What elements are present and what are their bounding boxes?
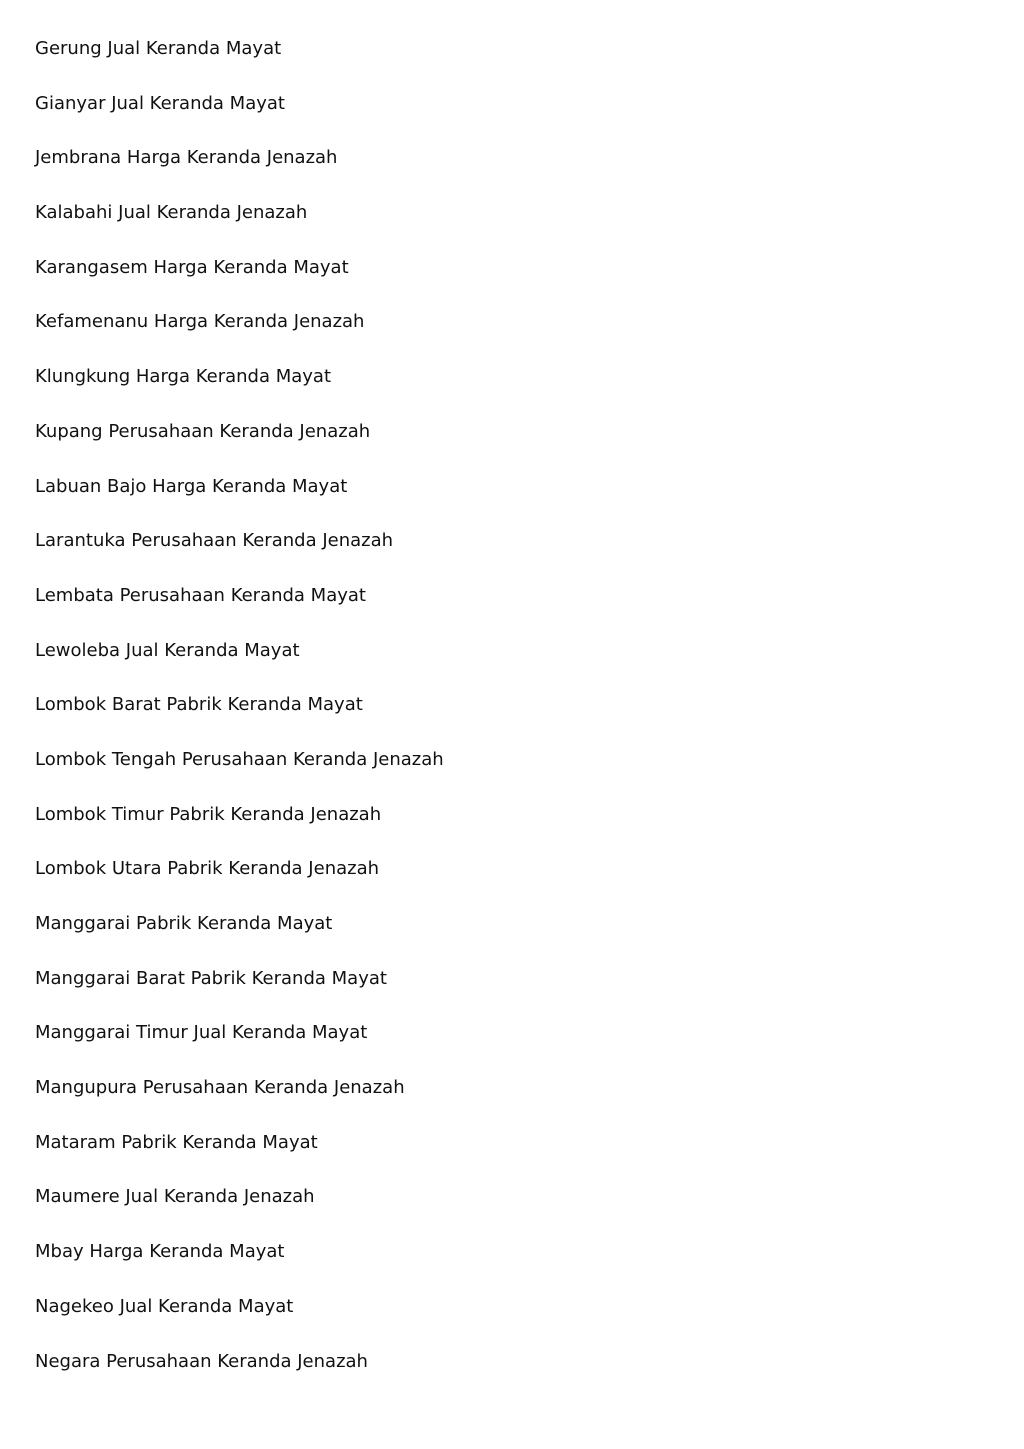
list-item: Maumere Jual Keranda Jenazah: [35, 1186, 315, 1208]
list-item: Gerung Jual Keranda Mayat: [35, 38, 282, 59]
list-item: Lembata Perusahaan Keranda Mayat: [35, 584, 366, 606]
list-item: Mataram Pabrik Keranda Mayat: [35, 1131, 318, 1153]
list-item: Lombok Barat Pabrik Keranda Mayat: [35, 694, 363, 716]
list-item: Manggarai Barat Pabrik Keranda Mayat: [35, 967, 387, 989]
list-item: Manggarai Pabrik Keranda Mayat: [35, 913, 333, 934]
list-item: Gianyar Jual Keranda Mayat: [35, 92, 285, 114]
list-item: Mbay Harga Keranda Mayat: [35, 1241, 285, 1263]
location-list: [35, 37, 444, 1404]
list-item: Lombok Tengah Perusahaan Keranda Jenazah: [35, 748, 444, 770]
list-item: Manggarai Timur Jual Keranda Mayat: [35, 1022, 368, 1044]
list-item: Lombok Utara Pabrik Keranda Jenazah: [35, 858, 380, 880]
list-item: Nagekeo Jual Keranda Mayat: [35, 1295, 294, 1317]
list-item: Karangasem Harga Keranda Mayat: [35, 256, 349, 278]
list-item: Kefamenanu Harga Keranda Jenazah: [35, 311, 365, 333]
list-item: Kalabahi Jual Keranda Jenazah: [35, 202, 308, 224]
list-item: Negara Perusahaan Keranda Jenazah: [35, 1350, 368, 1372]
list-item: Klungkung Harga Keranda Mayat: [35, 366, 332, 388]
list-item: Larantuka Perusahaan Keranda Jenazah: [35, 530, 394, 552]
list-item: Lombok Timur Pabrik Keranda Jenazah: [35, 803, 382, 825]
list-item: Lewoleba Jual Keranda Mayat: [35, 639, 300, 661]
list-item: Labuan Bajo Harga Keranda Mayat: [35, 475, 348, 497]
list-item: Mangupura Perusahaan Keranda Jenazah: [35, 1077, 405, 1099]
list-item: Kupang Perusahaan Keranda Jenazah: [35, 420, 371, 442]
list-item: Jembrana Harga Keranda Jenazah: [35, 147, 338, 169]
